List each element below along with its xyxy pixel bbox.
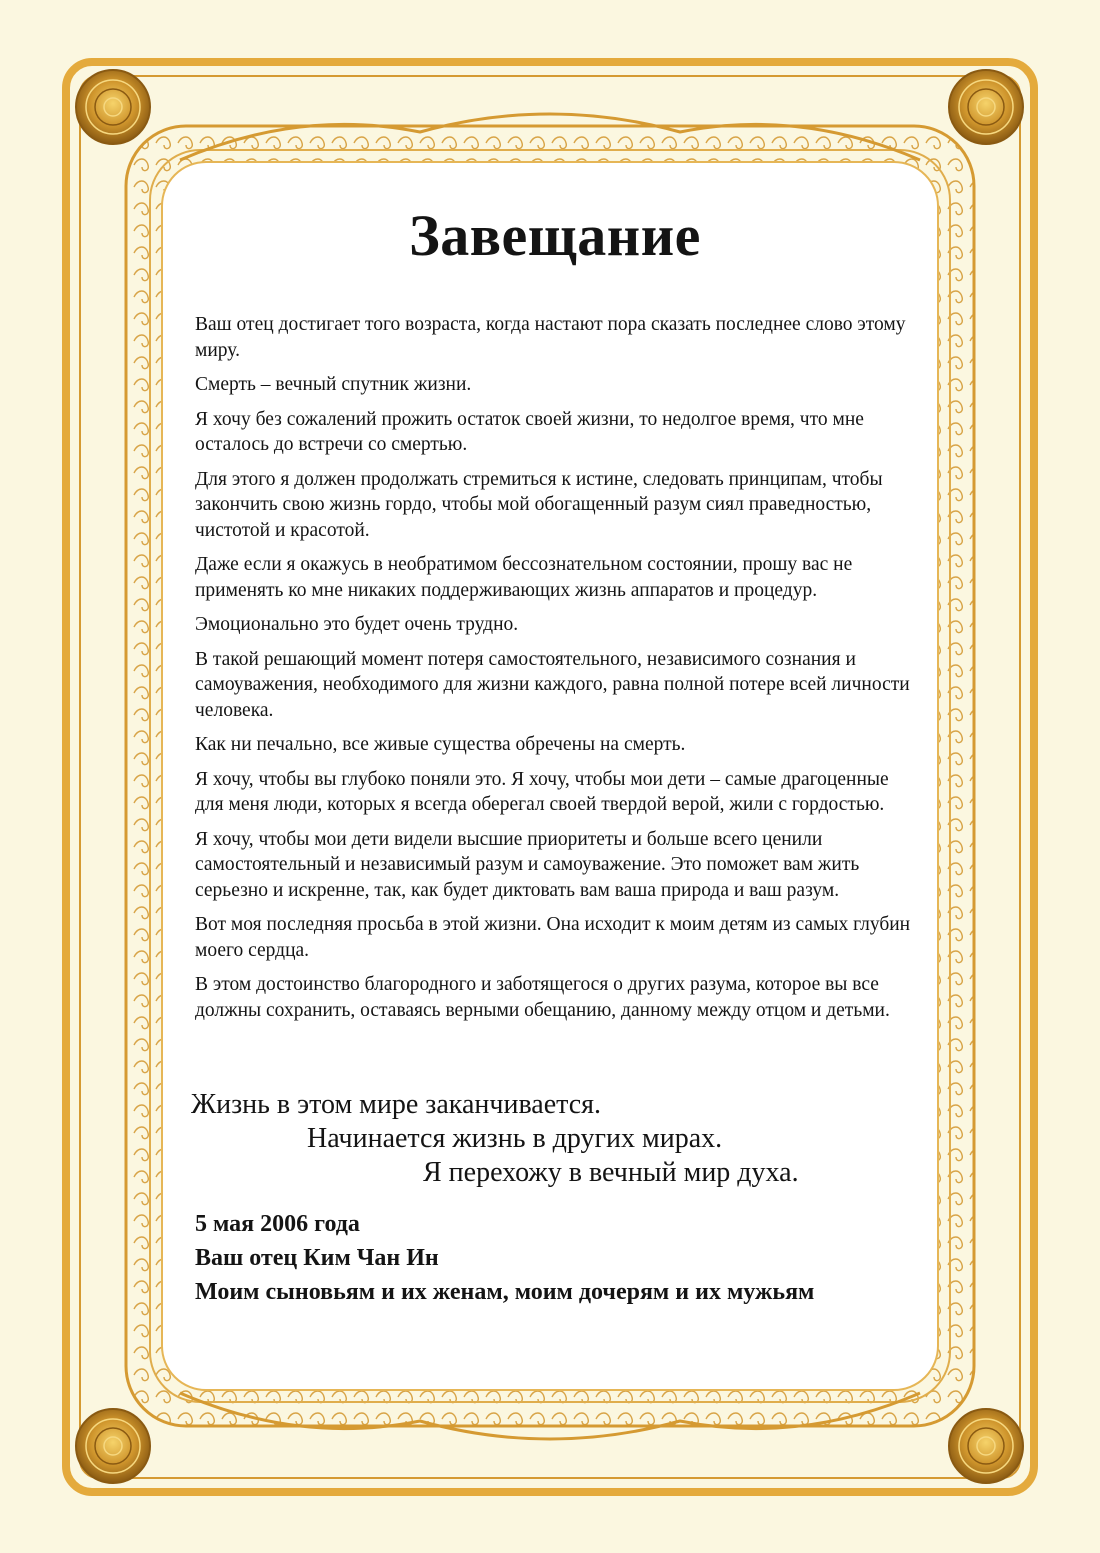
farewell-line: Жизнь в этом мире заканчивается.	[191, 1089, 602, 1120]
paragraph: Я хочу без сожалений прожить остаток своей жизни, то недолгое время, что мне осталось до встречи со смертью.	[195, 408, 864, 455]
paragraph: Для этого я должен продолжать стремиться к истине, следовать принципам, чтобы закончить свою жизнь гордо, чтобы мой обогащенный разум сиял праведностью, чистотой и красотой.	[195, 468, 883, 541]
medallion-bottom-left	[76, 1409, 150, 1483]
paragraph: Как ни печально, все живые существа обречены на смерть.	[195, 734, 686, 755]
signature-block	[195, 1207, 935, 1309]
medallion-top-right	[949, 70, 1023, 144]
paragraph: Вот моя последняя просьба в этой жизни. Она исходит к моим детям из самых глубин моего сердца.	[195, 914, 911, 961]
medallion-top-left	[76, 70, 150, 144]
paragraph: Смерть – вечный спутник жизни.	[195, 374, 472, 395]
farewell-line: Я перехожу в вечный мир духа.	[423, 1157, 799, 1188]
document-title: Завещание	[409, 203, 701, 268]
signature-author: Ваш отец Ким Чан Ин	[195, 1245, 439, 1271]
paragraph: В такой решающий момент потеря самостоятельного, независимого сознания и самоуважения, необходимого для жизни каждого, равна полной потере всей личности человека.	[195, 648, 910, 721]
document-body	[195, 312, 915, 1032]
paragraph: Я хочу, чтобы мои дети видели высшие приоритеты и больше всего ценили самостоятельный и независимый разум и самоуважение. Это поможет вам жить серьезно и искренне, так, как будет диктовать вам ваша природа и ваш разум.	[195, 828, 860, 901]
paragraph: Эмоционально это будет очень трудно.	[195, 614, 519, 635]
paragraph: Я хочу, чтобы вы глубоко поняли это. Я хочу, чтобы мои дети – самые драгоценные для меня люди, которых я всегда оберегал своей твердой верой, жили с гордостью.	[195, 768, 889, 815]
medallion-bottom-right	[949, 1409, 1023, 1483]
farewell-verse	[191, 1088, 951, 1190]
paragraph: В этом достоинство благородного и заботящегося о других разума, которое вы все должны сохранить, оставаясь верными обещанию, данному между отцом и детьми.	[195, 974, 890, 1021]
signature-addressees: Моим сыновьям и их женам, моим дочерям и их мужьям	[195, 1279, 815, 1305]
signature-date: 5 мая 2006 года	[195, 1211, 360, 1237]
paragraph: Ваш отец достигает того возраста, когда настают пора сказать последнее слово этому миру.	[195, 314, 906, 361]
paragraph: Даже если я окажусь в необратимом бессознательном состоянии, прошу вас не применять ко мне никаких поддерживающих жизнь аппаратов и процедур.	[195, 554, 853, 601]
farewell-line: Начинается жизнь в других мирах.	[307, 1123, 723, 1154]
